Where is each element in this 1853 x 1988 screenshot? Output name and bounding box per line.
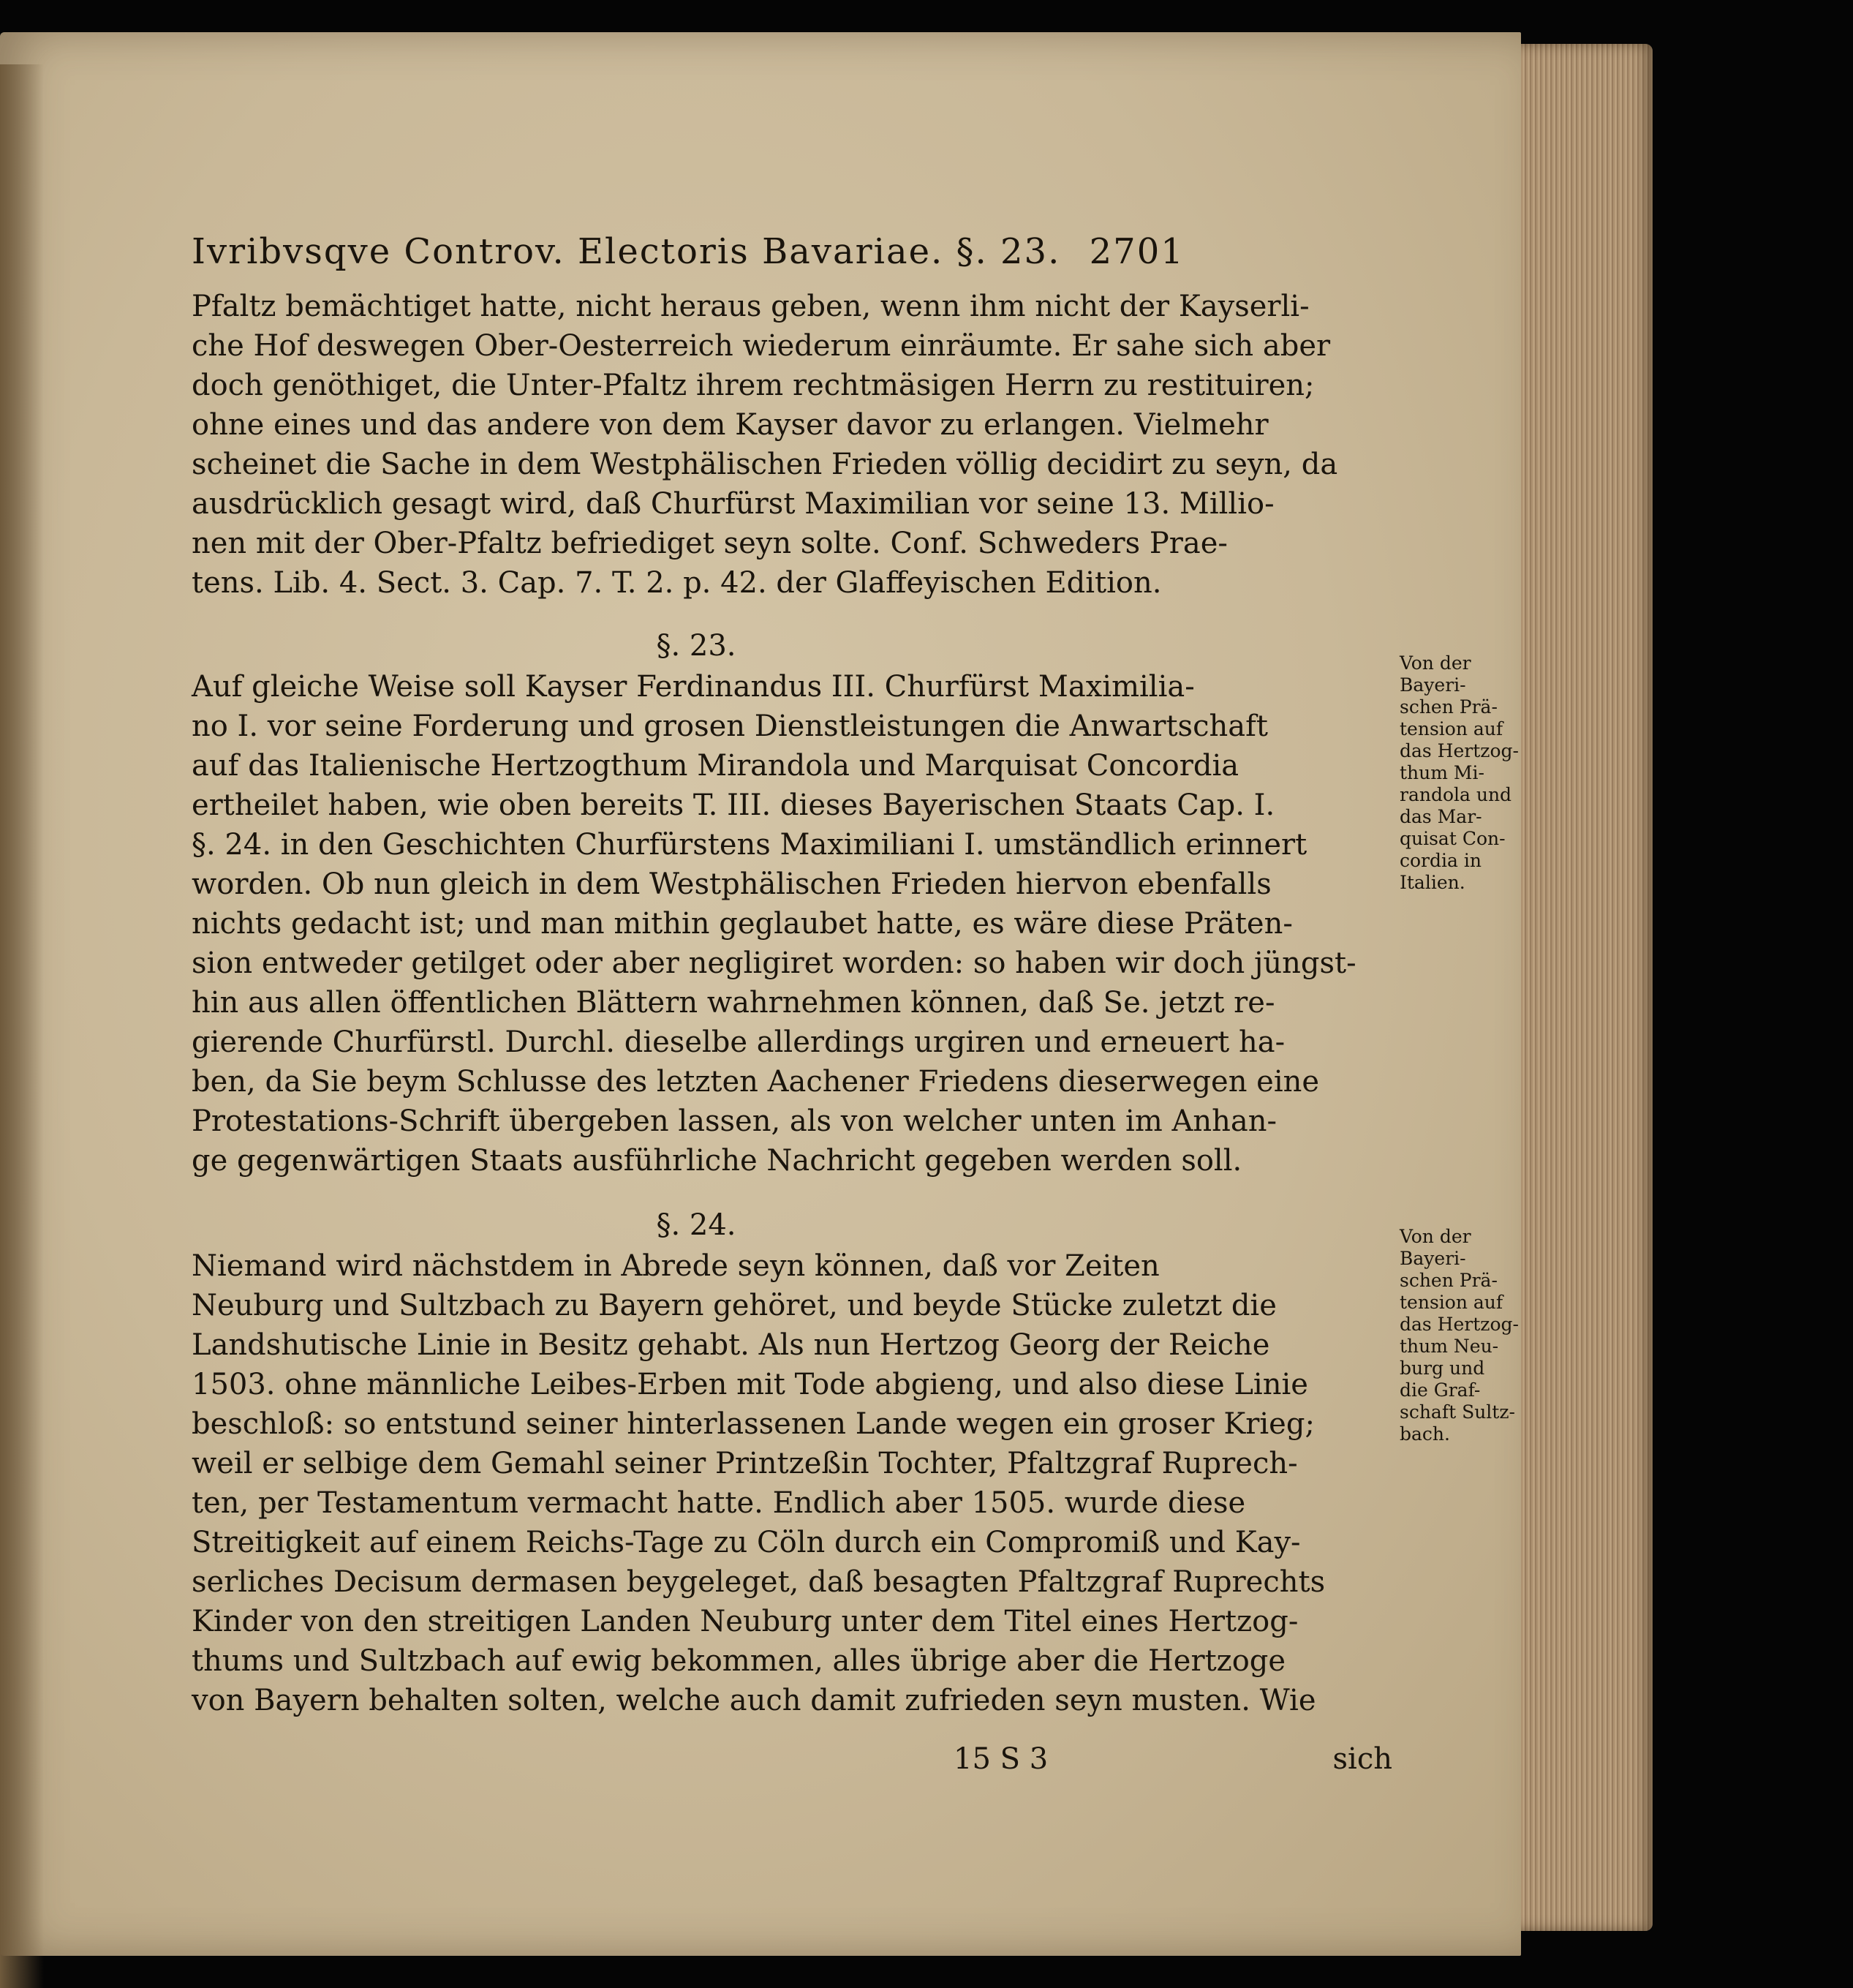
margin-note-24-line: das Hertzog- xyxy=(1400,1314,1519,1335)
margin-note-23-line: das Mar- xyxy=(1400,806,1482,827)
margin-note-24-line: Bayeri- xyxy=(1400,1248,1466,1269)
section-23-line: §. 24. in den Geschichten Churfürstens Maximiliani I. umständlich erinnert xyxy=(192,828,1307,862)
page-number: 2701 xyxy=(1089,231,1185,272)
margin-note-24-line: burg und xyxy=(1400,1358,1485,1379)
section-24-line: thums und Sultzbach auf ewig bekommen, alles übrige aber die Hertzoge xyxy=(192,1644,1286,1678)
margin-note-24-line: thum Neu- xyxy=(1400,1336,1499,1357)
margin-note-23-line: tension auf xyxy=(1400,718,1503,739)
margin-note-23-line: Von der xyxy=(1400,652,1471,674)
body-line: doch genöthiget, die Unter-Pfaltz ihrem rechtmäsigen Herrn zu restituiren; xyxy=(192,369,1315,402)
section-23-line: worden. Ob nun gleich in dem Westphälischen Frieden hiervon ebenfalls xyxy=(192,867,1272,901)
section-23-line: auf das Italienische Hertzogthum Mirandola und Marquisat Concordia xyxy=(192,749,1239,783)
running-title: Ivribvsqve Controv. Electoris Bavariae. §. 23. xyxy=(192,231,1061,272)
section-23-heading: §. 23. xyxy=(656,629,736,663)
section-24-line: Kinder von den streitigen Landen Neuburg unter dem Titel eines Hertzog- xyxy=(192,1605,1299,1638)
page xyxy=(0,32,1521,1956)
section-23-line: Auf gleiche Weise soll Kayser Ferdinandus III. Churfürst Maximilia- xyxy=(192,670,1195,704)
section-24-line: Niemand wird nächstdem in Abrede seyn können, daß vor Zeiten xyxy=(192,1249,1160,1283)
margin-note-24-line: tension auf xyxy=(1400,1292,1503,1313)
margin-note-23-line: Italien. xyxy=(1400,872,1465,893)
running-header xyxy=(192,231,1215,272)
section-24-line: weil er selbige dem Gemahl seiner Printzeßin Tochter, Pfaltzgraf Ruprech- xyxy=(192,1447,1298,1480)
body-line: scheinet die Sache in dem Westphälischen Frieden völlig decidirt zu seyn, da xyxy=(192,448,1338,481)
body-line: Pfaltz bemächtiget hatte, nicht heraus geben, wenn ihm nicht der Kayserli- xyxy=(192,290,1310,323)
section-23-line: hin aus allen öffentlichen Blättern wahrnehmen können, daß Se. jetzt re- xyxy=(192,986,1275,1020)
catchword: sich xyxy=(1332,1742,1392,1776)
section-23-line: nichts gedacht ist; und man mithin geglaubet hatte, es wäre diese Präten- xyxy=(192,907,1293,941)
body-line: nen mit der Ober-Pfaltz befriediget seyn solte. Conf. Schweders Prae- xyxy=(192,527,1228,560)
section-24-line: Streitigkeit auf einem Reichs-Tage zu Cöln durch ein Compromiß und Kay- xyxy=(192,1526,1301,1559)
margin-note-23-line: quisat Con- xyxy=(1400,828,1506,849)
section-23-line: no I. vor seine Forderung und grosen Dienstleistungen die Anwartschaft xyxy=(192,709,1268,743)
section-24-line: 1503. ohne männliche Leibes-Erben mit Tode abgieng, und also diese Linie xyxy=(192,1368,1308,1401)
section-24-line: Landshutische Linie in Besitz gehabt. Als nun Hertzog Georg der Reiche xyxy=(192,1328,1270,1362)
section-24-line: ten, per Testamentum vermacht hatte. Endlich aber 1505. wurde diese xyxy=(192,1486,1246,1520)
body-line: ausdrücklich gesagt wird, daß Churfürst Maximilian vor seine 13. Millio- xyxy=(192,487,1275,521)
margin-note-23-line: das Hertzog- xyxy=(1400,740,1519,761)
section-23-line: ge gegenwärtigen Staats ausführliche Nachricht gegeben werden soll. xyxy=(192,1144,1242,1178)
margin-note-23-line: thum Mi- xyxy=(1400,762,1484,783)
margin-note-23-line: schen Prä- xyxy=(1400,696,1498,718)
section-23-line: gierende Churfürstl. Durchl. dieselbe allerdings urgiren und erneuert ha- xyxy=(192,1025,1286,1059)
margin-note-23-line: Bayeri- xyxy=(1400,674,1466,696)
margin-note-24-line: die Graf- xyxy=(1400,1379,1481,1401)
margin-note-24-line: schaft Sultz- xyxy=(1400,1401,1515,1423)
section-24-heading: §. 24. xyxy=(656,1208,736,1242)
margin-note-24-line: Von der xyxy=(1400,1226,1471,1247)
margin-note-23-line: randola und xyxy=(1400,784,1512,805)
body-line: ohne eines und das andere von dem Kayser davor zu erlangen. Vielmehr xyxy=(192,408,1269,442)
body-line: che Hof deswegen Ober-Oesterreich wiederum einräumte. Er sahe sich aber xyxy=(192,329,1331,363)
gutter-shadow xyxy=(0,64,44,1988)
page-edges xyxy=(1506,44,1653,1931)
section-24-line: Neuburg und Sultzbach zu Bayern gehöret, und beyde Stücke zuletzt die xyxy=(192,1289,1277,1322)
section-24-line: beschloß: so entstund seiner hinterlassenen Lande wegen ein groser Krieg; xyxy=(192,1407,1315,1441)
section-23-line: ben, da Sie beym Schlusse des letzten Aachener Friedens dieserwegen eine xyxy=(192,1065,1320,1099)
margin-note-23-line: cordia in xyxy=(1400,850,1482,871)
signature-mark: 15 S 3 xyxy=(954,1742,1049,1776)
section-23-line: Protestations-Schrift übergeben lassen, als von welcher unten im Anhan- xyxy=(192,1104,1278,1138)
body-line: tens. Lib. 4. Sect. 3. Cap. 7. T. 2. p. 42. der Glaffeyischen Edition. xyxy=(192,566,1162,600)
section-23-line: sion entweder getilget oder aber negligiret worden: so haben wir doch jüngst- xyxy=(192,946,1356,980)
margin-note-24-line: schen Prä- xyxy=(1400,1270,1498,1291)
page-footer xyxy=(383,1739,1392,1779)
section-24-line: serliches Decisum dermasen beygeleget, daß besagten Pfaltzgraf Ruprechts xyxy=(192,1565,1326,1599)
margin-note-24-line: bach. xyxy=(1400,1423,1450,1445)
section-24-line: von Bayern behalten solten, welche auch damit zufrieden seyn musten. Wie xyxy=(192,1684,1316,1717)
section-23-line: ertheilet haben, wie oben bereits T. III. dieses Bayerischen Staats Cap. I. xyxy=(192,788,1275,822)
